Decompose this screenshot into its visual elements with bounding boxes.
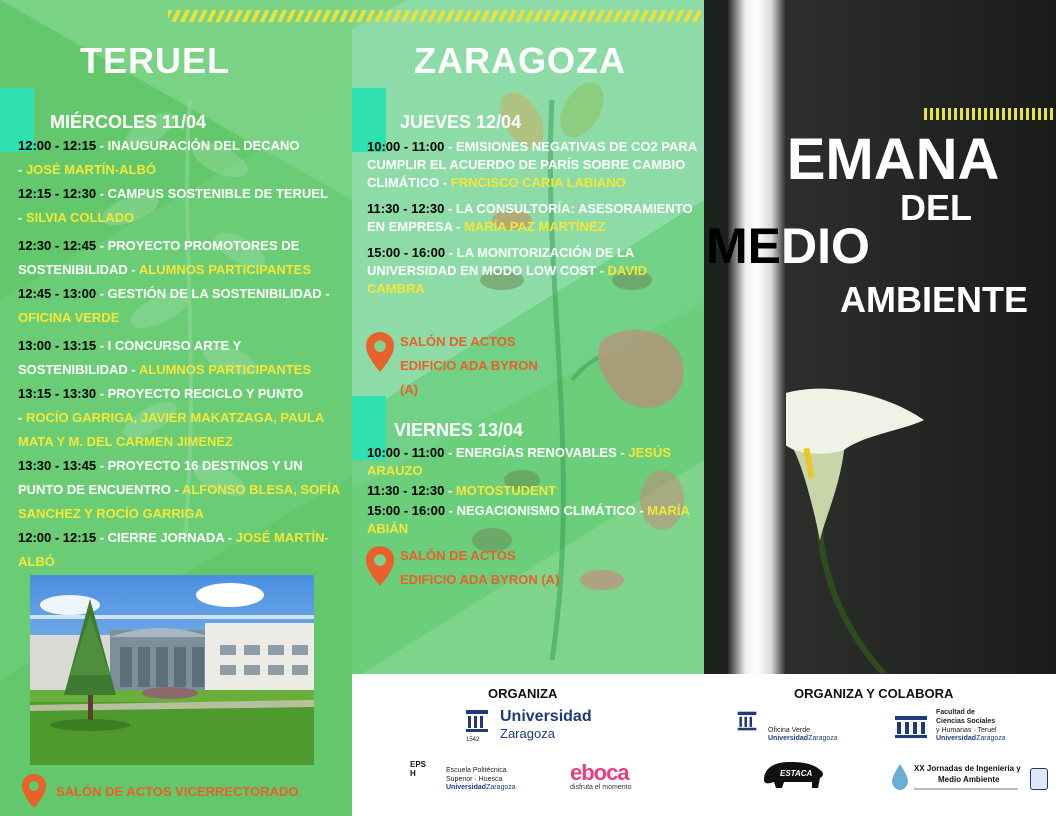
schedule-item: 15:00 - 16:00 - NEGACIONISMO CLIMÁTICO - MARÍA ABIÁN <box>367 503 690 536</box>
day-heading: MIÉRCOLES 11/04 <box>50 112 207 132</box>
schedule-item: 13:15 - 13:30 - PROYECTO RECICLO Y PUNTO - ROCÍO GARRIGA, JAVIER MAKATZAGA, PAULA MATA Y M. DEL CARMEN JIMENEZ <box>18 386 324 449</box>
facultad-teruel-logo: Facultad de Ciencias Sociales y Humanas · Teruel UniversidadZaragoza <box>894 708 1044 752</box>
title-line-3: MEDIO <box>706 218 870 274</box>
teruel-schedule <box>18 134 350 574</box>
organiza-colabora-heading: ORGANIZA Y COLABORA <box>794 686 954 701</box>
map-pin-icon <box>366 546 394 586</box>
schedule-item: 11:30 - 12:30 - LA CONSULTORÍA: ASESORAMIENTO EN EMPRESA - MARÍA PAZ MARTÍNEZ <box>367 201 693 234</box>
water-drop-icon <box>892 764 908 790</box>
zaragoza-panel <box>352 0 704 674</box>
schedule-item: 12:45 - 13:00 - GESTIÓN DE LA SOSTENIBILIDAD - OFICINA VERDE <box>18 286 330 325</box>
city-title-zaragoza: ZARAGOZA <box>414 40 626 81</box>
decor-stripes <box>924 108 1056 120</box>
teruel-panel <box>0 0 352 816</box>
badge-icon <box>1030 768 1048 790</box>
city-title-teruel: TERUEL <box>80 40 230 81</box>
uz-crest-icon <box>464 708 490 734</box>
zaragoza-schedule-thursday <box>367 138 702 306</box>
estaca-logo: ESTACA <box>760 758 826 792</box>
sponsors-area <box>352 674 1056 816</box>
faculty-building-icon <box>894 714 928 738</box>
schedule-item: 11:30 - 12:30 - MOTOSTUDENT <box>367 483 557 498</box>
schedule-item: 12:30 - 12:45 - PROYECTO PROMOTORES DE SOSTENIBILIDAD - ALUMNOS PARTICIPANTES <box>18 238 312 277</box>
schedule-item: 10:00 - 11:00 - EMISIONES NEGATIVAS DE CO2 PARA CUMPLIR EL ACUERDO DE PARÍS SOBRE CAMBIO CLIMÁTICO - FRNCISCO CARIA LABIANO <box>367 139 697 190</box>
fine-print-line <box>914 788 1018 790</box>
venue-label: SALÓN DE ACTOS EDIFICIO ADA BYRON (A) <box>400 334 538 397</box>
schedule-item: 10:00 - 11:00 - ENERGÍAS RENOVABLES - JESÚS ARAUZO <box>367 445 671 478</box>
schedule-item: 12:15 - 12:30 - CAMPUS SOSTENIBLE DE TERUEL - SILVIA COLLADO <box>18 186 328 225</box>
day-heading: VIERNES 13/04 <box>394 420 524 440</box>
schedule-item: 12:00 - 12:15 - INAUGURACIÓN DEL DECANO - JOSÉ MARTÍN-ALBÓ <box>18 138 300 177</box>
schedule-item: 13:30 - 13:45 - PROYECTO 16 DESTINOS Y UN PUNTO DE ENCUENTRO - ALFONSO BLESA, SOFÍA SANCHEZ Y ROCÍO GARRIGA <box>18 458 340 521</box>
title-line-1: EMANA <box>786 127 1000 192</box>
oficina-verde-logo: Oficina Verde UniversidadZaragoza <box>736 710 866 750</box>
jornadas-logo: XX Jornadas de Ingeniería y Medio Ambiente <box>892 762 1052 802</box>
building-photo <box>30 575 314 765</box>
uz-crest-icon <box>736 710 758 732</box>
eboca-logo: eboca disfruta el momento <box>570 760 632 791</box>
title-line-4: AMBIENTE <box>840 279 1028 320</box>
decor-stripes <box>168 10 702 22</box>
map-pin-icon <box>366 332 394 372</box>
zaragoza-schedule-friday <box>367 444 702 546</box>
schedule-item: 15:00 - 16:00 - LA MONITORIZACIÓN DE LA UNIVERSIDAD EN MODO LOW COST - DAVID CAMBRA <box>367 245 647 296</box>
day-heading: JUEVES 12/04 <box>400 112 522 132</box>
eps-huesca-logo: EPSH Escuela Politécnica Superior · Huesca UniversidadZaragoza <box>410 760 516 791</box>
light-strip <box>728 0 786 674</box>
schedule-item: 12:00 - 12:15 - CIERRE JORNADA - JOSÉ MARTÍN-ALBÓ <box>18 530 329 569</box>
schedule-item: 13:00 - 13:15 - I CONCURSO ARTE Y SOSTENIBILIDAD - ALUMNOS PARTICIPANTES <box>18 338 312 377</box>
venue-label: SALÓN DE ACTOS EDIFICIO ADA BYRON (A) <box>400 548 560 587</box>
universidad-zaragoza-logo: 1542 Universidad Zaragoza <box>466 708 592 743</box>
venue-label: SALÓN DE ACTOS VICERRECTORADO <box>56 784 299 799</box>
organiza-heading: ORGANIZA <box>488 686 558 701</box>
map-pin-icon <box>22 774 46 808</box>
title-line-2: DEL <box>900 187 972 228</box>
